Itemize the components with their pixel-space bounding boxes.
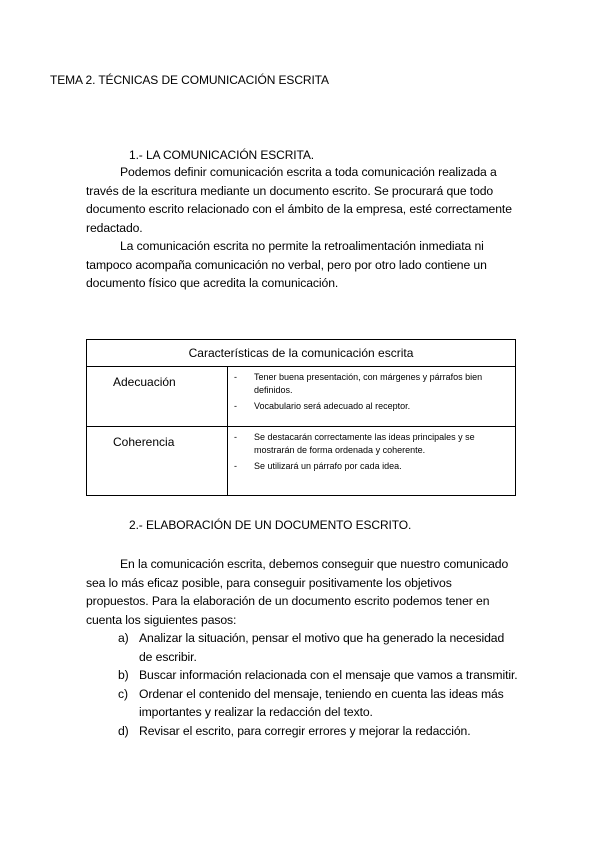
table-description xyxy=(228,367,516,427)
bullet-text: Tener buena presentación, con márgenes y párrafos bien definidos. xyxy=(254,372,483,395)
step-marker: b) xyxy=(118,668,129,682)
list-item xyxy=(234,460,509,473)
document-title: TEMA 2. TÉCNICAS DE COMUNICACIÓN ESCRITA xyxy=(50,73,329,87)
bullet-marker: - xyxy=(234,432,237,442)
bullet-text: Se utilizará un párrafo por cada idea. xyxy=(254,461,402,471)
step-marker: a) xyxy=(118,631,129,645)
bullet-marker: - xyxy=(234,372,237,382)
list-item xyxy=(118,722,518,741)
list-item xyxy=(234,431,509,457)
step-text: Ordenar el contenido del mensaje, teniendo en cuenta las ideas más importantes y realizar la redacción del texto. xyxy=(139,686,504,719)
steps-list xyxy=(118,629,518,740)
list-item xyxy=(118,666,518,685)
section-2-heading: 2.- ELABORACIÓN DE UN DOCUMENTO ESCRITO. xyxy=(129,518,412,532)
table-description xyxy=(228,427,516,496)
bullet-text: Se destacarán correctamente las ideas principales y se mostrarán de forma ordenada y coherente. xyxy=(254,432,475,455)
list-item xyxy=(234,400,509,413)
step-marker: c) xyxy=(118,686,128,701)
characteristics-table xyxy=(86,339,516,496)
table-row xyxy=(87,427,516,496)
step-text: Analizar la situación, pensar el motivo que ha generado la necesidad de escribir. xyxy=(139,631,505,664)
bullet-marker: - xyxy=(234,461,237,471)
section-1-paragraph-2-text: La comunicación escrita no permite la retroalimentación inmediata ni tampoco acompaña comunicación no verbal, pero por otro lado contiene un documento físico que acredita la comunicación. xyxy=(86,239,487,290)
step-text: Revisar el escrito, para corregir errores y mejorar la redacción. xyxy=(139,723,471,738)
step-marker: d) xyxy=(118,723,129,738)
section-1-heading: 1.- LA COMUNICACIÓN ESCRITA. xyxy=(129,148,315,162)
section-2-intro xyxy=(86,555,516,629)
list-item xyxy=(118,629,518,666)
bullet-text: Vocabulario será adecuado al receptor. xyxy=(254,401,411,411)
section-1-paragraph-1-text: Podemos definir comunicación escrita a toda comunicación realizada a través de la escritura mediante un documento escrito. Se procurará que todo documento escrito relacionado con el ámbito de la empresa, esté correctamente redactado. xyxy=(86,165,512,235)
table-term-adecuacion: Adecuación xyxy=(87,367,228,427)
step-text: Buscar información relacionada con el mensaje que vamos a transmitir. xyxy=(139,668,518,682)
table-term-coherencia: Coherencia xyxy=(87,427,228,496)
list-item xyxy=(234,371,509,397)
table-row xyxy=(87,367,516,427)
section-2-intro-text: En la comunicación escrita, debemos conseguir que nuestro comunicado sea lo más eficaz posible, para conseguir positivamente los objetivos propuestos. Para la elaboración de un documento escrito podemos tener en cuenta los siguientes pasos: xyxy=(86,557,509,627)
section-1-paragraph-2 xyxy=(86,237,516,293)
bullet-marker: - xyxy=(234,401,237,411)
section-1-paragraph-1 xyxy=(86,163,516,237)
characteristics-table-header: Características de la comunicación escrita xyxy=(87,340,516,367)
list-item xyxy=(118,685,518,722)
